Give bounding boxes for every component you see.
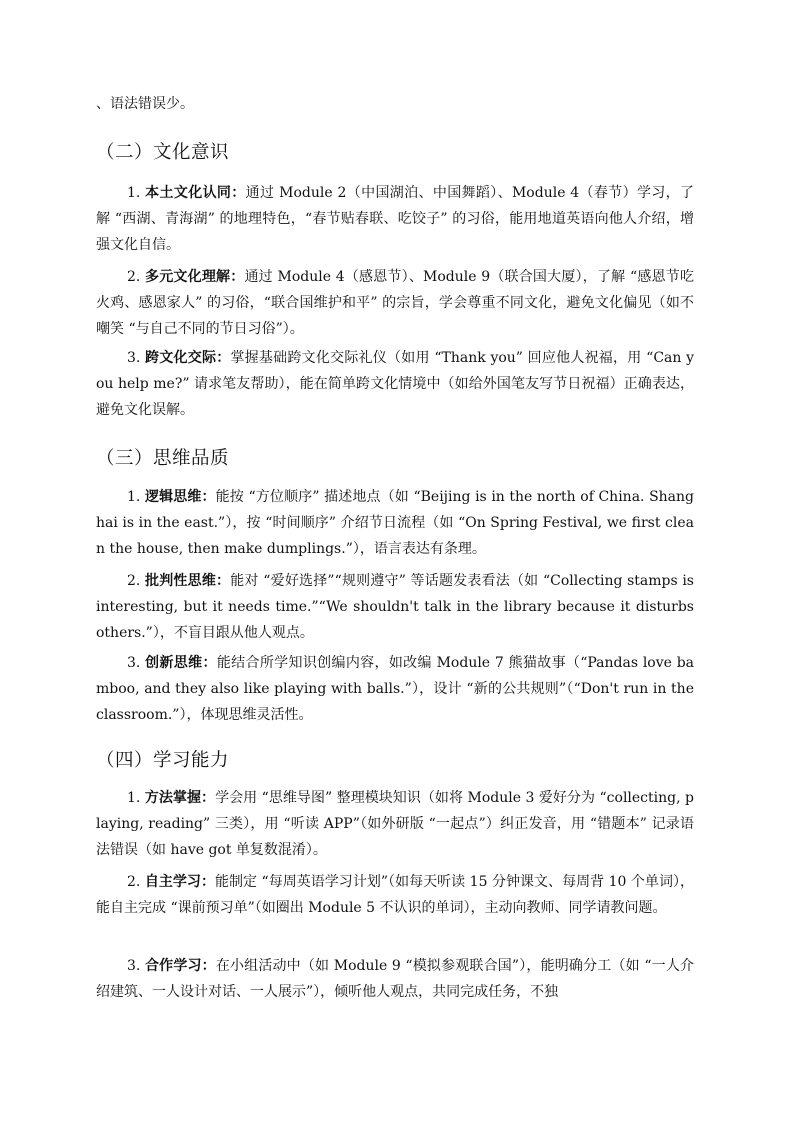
item-body: 能制定 “每周英语学习计划”（如每天听读 15 分钟课文、每周背 10 个单词），能自主完成 “课前预习单”（如圈出 Module 5 不认识的单词），主动向教师、同学请教问题。 — [96, 874, 695, 916]
item-body: 学会用 “思维导图” 整理模块知识（如将 Module 3 爱好分为 “collecting, playing, reading” 三类），用 “听读 APP”（如外研版 “一起点”）纠正发音，用 “错题本” 记录语法错误（如 have got 单复数混淆）。 — [96, 790, 695, 858]
item-separator: ： — [230, 269, 245, 285]
item-separator: ： — [201, 790, 216, 806]
item-term: 创新思维 — [145, 655, 203, 671]
paragraph — [96, 953, 694, 1005]
item-number: 2. — [127, 874, 145, 890]
paragraph — [96, 264, 694, 342]
item-number: 2. — [127, 573, 146, 589]
paragraph — [96, 650, 694, 728]
paragraph — [96, 345, 694, 423]
item-separator: ： — [216, 573, 231, 589]
item-term: 跨文化交际 — [145, 350, 217, 366]
item-separator: ： — [202, 655, 217, 671]
item-term: 方法掌握 — [144, 790, 202, 806]
item-body: 通过 Module 2（中国湖泊、中国舞蹈）、Module 4（春节）学习，了解 “西湖、青海湖” 的地理特色，“春节贴春联、吃饺子” 的习俗，能用地道英语向他人介绍，增强文化自信。 — [96, 185, 695, 253]
item-body: 在小组活动中（如 Module 9 “模拟参观联合国”），能明确分工（如 “一人介绍建筑、一人设计对话、一人展示”），倾听他人观点，共同完成任务，不独 — [96, 958, 695, 1000]
item-number: 1. — [127, 489, 145, 505]
item-term: 自主学习 — [144, 874, 201, 890]
continued-text: 、语法错误少。 — [96, 96, 194, 112]
section-heading-learning: （四）学习能力 — [96, 750, 230, 771]
item-body: 能对 “爱好选择”“规则遵守” 等话题发表看法（如 “Collecting stamps is interesting, but it needs time.”“We shouldn't talk in the library because it disturbs others.”），不盲目跟从他人观点。 — [96, 573, 694, 641]
item-body: 能按 “方位顺序” 描述地点（如 “Beijing is in the north of China. Shanghai is in the east.”），按 “时间顺序” 介绍节日流程（如 “On Spring Festival, we first clean the house, then make dumplings.”），语言表达有条理。 — [96, 489, 695, 557]
section-heading-thinking: （三）思维品质 — [96, 448, 230, 469]
item-separator: ： — [201, 958, 216, 974]
item-separator: ： — [200, 874, 215, 890]
item-separator: ： — [231, 185, 246, 201]
item-number: 3. — [127, 350, 146, 366]
item-body: 掌握基础跨文化交际礼仪（如用 “Thank you” 回应他人祝福，用 “Can you help me?” 请求笔友帮助），能在简单跨文化情境中（如给外国笔友写节日祝福）正确表达，避免文化误解。 — [96, 350, 695, 418]
paragraph — [96, 180, 694, 258]
item-term: 逻辑思维 — [144, 489, 202, 505]
item-body: 通过 Module 4（感恩节）、Module 9（联合国大厦），了解 “感恩节吃火鸡、感恩家人” 的习俗，“联合国维护和平” 的宗旨，学会尊重不同文化，避免文化偏见（如不嘲笑 “与自己不同的节日习俗”）。 — [96, 269, 695, 337]
item-number: 2. — [127, 269, 146, 285]
item-separator: ： — [201, 489, 216, 505]
item-body: 能结合所学知识创编内容，如改编 Module 7 熊猫故事（“Pandas love bamboo, and they also like playing with balls.”），设计 “新的公共规则”（“Don't run in the classroom.”），体现思维灵活性。 — [96, 655, 695, 723]
item-number: 1. — [127, 185, 146, 201]
paragraph — [96, 484, 694, 562]
paragraph — [96, 785, 694, 863]
item-number: 3. — [127, 958, 145, 974]
item-number: 1. — [127, 790, 145, 806]
item-separator: ： — [216, 350, 231, 366]
paragraph — [96, 568, 694, 646]
section-heading-culture: （二）文化意识 — [96, 142, 230, 163]
item-term: 多元文化理解 — [145, 269, 231, 285]
item-term: 本土文化认同 — [145, 185, 232, 201]
item-term: 批判性思维 — [145, 573, 217, 589]
paragraph — [96, 869, 694, 921]
item-number: 3. — [127, 655, 146, 671]
item-term: 合作学习 — [144, 958, 202, 974]
